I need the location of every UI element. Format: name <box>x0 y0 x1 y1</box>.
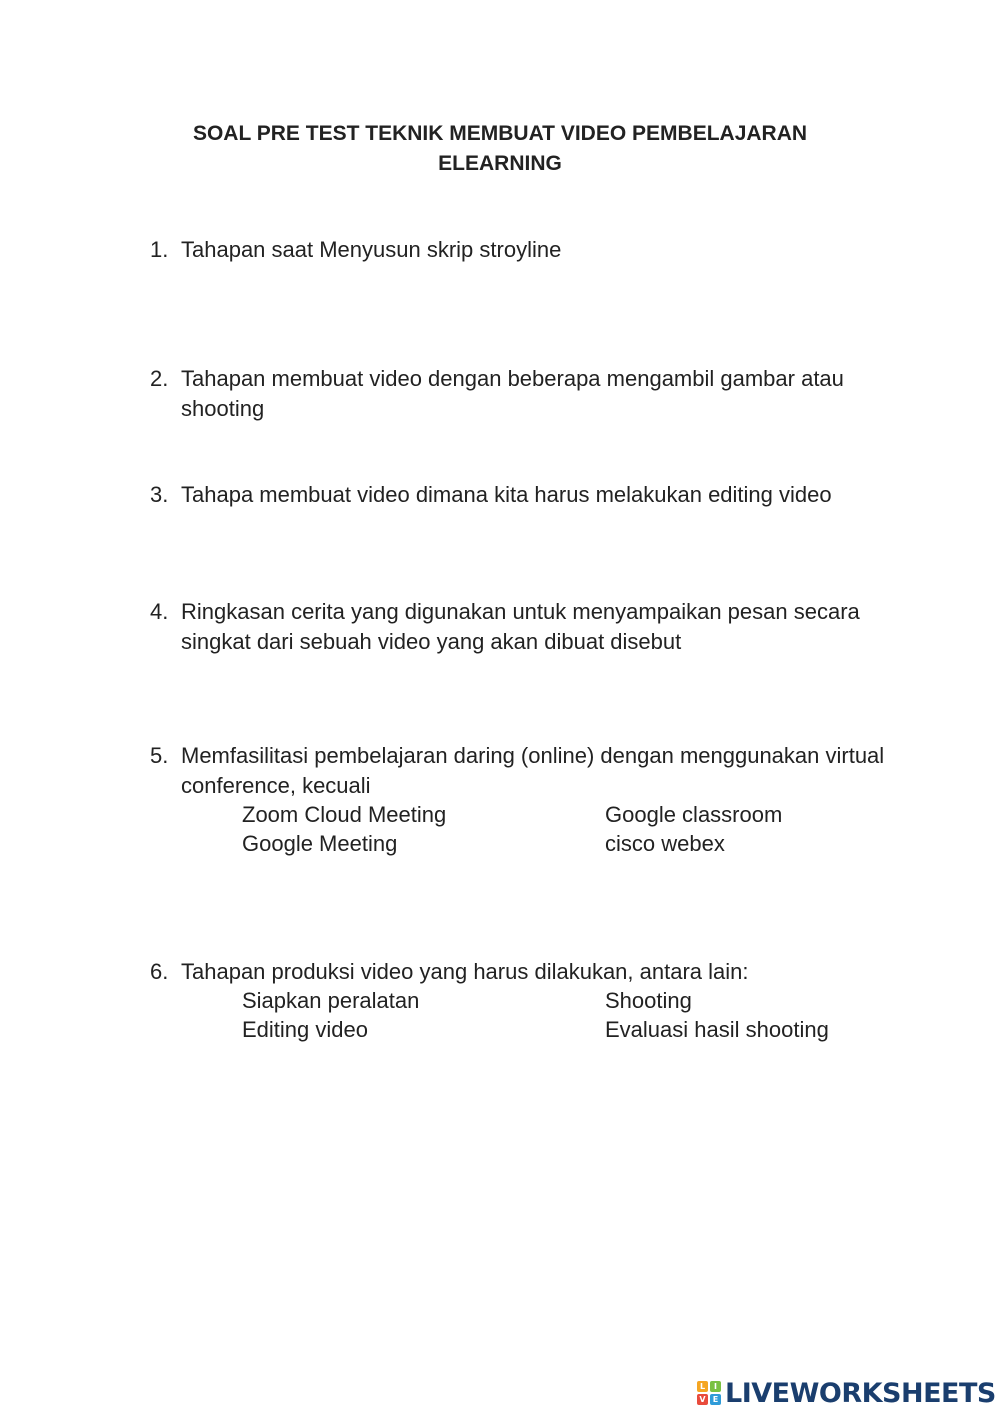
question-5-option-a: Zoom Cloud Meeting <box>242 802 447 827</box>
question-5-option-b: Google classroom <box>605 802 783 827</box>
question-1 <box>150 235 890 265</box>
question-number: 6. <box>150 959 169 984</box>
question-text: Tahapa membuat video dimana kita harus melakukan editing video <box>181 482 832 507</box>
logo-cell-l: L <box>697 1381 708 1392</box>
question-2 <box>150 364 890 423</box>
question-text: Tahapan produksi video yang harus dilakukan, antara lain: <box>181 959 749 984</box>
question-number: 2. <box>150 366 169 391</box>
logo-cell-i: I <box>710 1381 721 1392</box>
question-6-option-c: Editing video <box>242 1017 368 1042</box>
question-number: 5. <box>150 743 169 768</box>
question-text: Memfasilitasi pembelajaran daring (online) dengan menggunakan virtual conference, kecuali <box>181 743 885 798</box>
question-text: Tahapan saat Menyusun skrip stroyline <box>181 237 562 262</box>
question-6-option-a: Siapkan peralatan <box>242 988 420 1013</box>
question-5 <box>150 741 890 800</box>
question-4 <box>150 597 890 656</box>
question-text: Ringkasan cerita yang digunakan untuk menyampaikan pesan secara singkat dari sebuah video yang akan dibuat disebut <box>181 599 860 654</box>
brand-wordmark: LIVEWORKSHEETS <box>725 1377 996 1409</box>
liveworksheets-logo-icon <box>697 1381 721 1405</box>
logo-cell-v: V <box>697 1394 708 1405</box>
question-text: Tahapan membuat video dengan beberapa mengambil gambar atau shooting <box>181 366 844 421</box>
logo-cell-e: E <box>710 1394 721 1405</box>
page-title: SOAL PRE TEST TEKNIK MEMBUAT VIDEO PEMBELAJARAN <box>192 122 808 145</box>
question-6 <box>150 957 890 987</box>
question-6-option-b: Shooting <box>605 988 692 1013</box>
liveworksheets-brand <box>697 1376 996 1410</box>
question-3 <box>150 480 890 510</box>
question-6-option-d: Evaluasi hasil shooting <box>605 1017 829 1042</box>
question-5-option-d: cisco webex <box>605 831 725 856</box>
question-number: 1. <box>150 237 169 262</box>
question-5-option-c: Google Meeting <box>242 831 398 856</box>
page-title-continued: ELEARNING <box>438 152 562 175</box>
question-number: 3. <box>150 482 169 507</box>
question-number: 4. <box>150 599 169 624</box>
